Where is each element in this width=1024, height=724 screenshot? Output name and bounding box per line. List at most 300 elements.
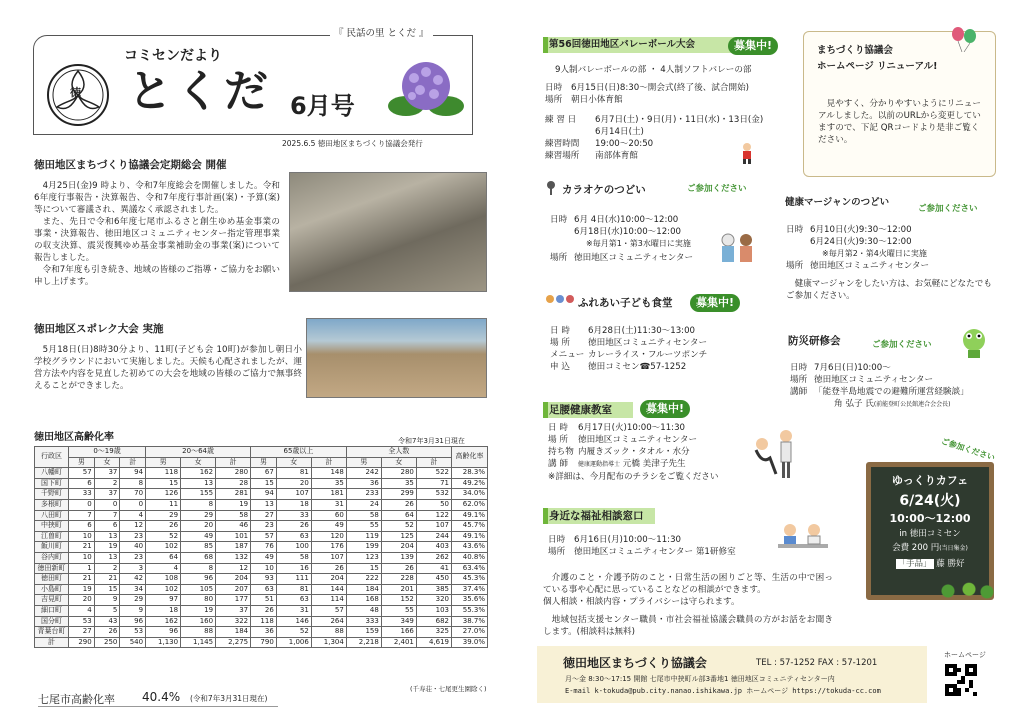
city-rate-value: 40.4% bbox=[142, 690, 181, 704]
table-cell: 49.1% bbox=[452, 510, 488, 521]
fukushi-place: 徳田地区コミュニティセンター 第1研修室 bbox=[574, 547, 736, 557]
table-row bbox=[35, 499, 488, 510]
table-cell: 349 bbox=[381, 616, 416, 627]
aging-source: (千寿荘・七尾更生園除く) bbox=[410, 685, 487, 693]
table-cell: 64 bbox=[381, 510, 416, 521]
table-row bbox=[35, 627, 488, 638]
table-cell: 20 bbox=[276, 478, 311, 489]
table-cell: 532 bbox=[416, 489, 451, 500]
ashiyu-teacher-label: 講 師 bbox=[548, 459, 568, 469]
table-cell: 103 bbox=[416, 605, 451, 616]
mahjong-date2: 6月24日(火)9:30～12:00 bbox=[810, 237, 912, 247]
table-cell: 299 bbox=[381, 489, 416, 500]
issue-label: 6月号 bbox=[290, 92, 355, 120]
fukushi-date: 6月16日(月)10:00～11:30 bbox=[574, 535, 682, 545]
fukushi-date-label: 日時 bbox=[548, 535, 566, 545]
bousai-topic: 「能登半島地震での避難所運営経験談」 bbox=[814, 387, 969, 397]
table-cell: 21 bbox=[69, 542, 95, 553]
sub-male: 男 bbox=[146, 457, 181, 468]
table-cell: 385 bbox=[416, 584, 451, 595]
table-cell: 19 bbox=[181, 605, 216, 616]
table-cell: 27.0% bbox=[452, 627, 488, 638]
kodomo-place: 徳田地区コミュニティセンター bbox=[588, 338, 708, 348]
kodomo-title: ふれあい子ども食堂 bbox=[578, 297, 673, 309]
table-cell: 49 bbox=[311, 521, 346, 532]
mahjong-date1: 6月10日(火)9:30～12:00 bbox=[810, 225, 912, 235]
table-cell: 96 bbox=[120, 616, 146, 627]
fukushi-info bbox=[548, 534, 798, 558]
table-cell: 29 bbox=[120, 595, 146, 606]
table-cell: 70 bbox=[120, 489, 146, 500]
table-cell: 320 bbox=[416, 595, 451, 606]
town-name-cell: 飯川町 bbox=[35, 542, 69, 553]
mahjong-date-label: 日時 bbox=[786, 225, 804, 235]
hp-title1: まちづくり協議会 bbox=[817, 45, 893, 56]
table-cell: 102 bbox=[146, 584, 181, 595]
bousai-date-label: 日時 bbox=[790, 363, 808, 373]
sub-female: 女 bbox=[381, 457, 416, 468]
table-cell: 1,145 bbox=[181, 637, 216, 648]
table-cell: 16 bbox=[276, 563, 311, 574]
table-cell: 184 bbox=[216, 627, 251, 638]
footer-hp-label: ホームページ bbox=[944, 651, 986, 659]
town-name-cell: 徳田町 bbox=[35, 574, 69, 585]
city-rate-underline bbox=[38, 706, 278, 707]
table-cell: 33 bbox=[69, 489, 95, 500]
table-cell: 51 bbox=[251, 595, 277, 606]
table-cell: 105 bbox=[181, 584, 216, 595]
table-cell: 35 bbox=[381, 478, 416, 489]
footer-org: 徳田地区まちづくり協議会 bbox=[563, 656, 707, 670]
table-cell: 45.7% bbox=[452, 521, 488, 532]
table-cell: 264 bbox=[311, 616, 346, 627]
consultation-illustration bbox=[778, 520, 828, 558]
town-name-cell: 計 bbox=[35, 637, 69, 648]
cafe-time: 10:00～12:00 bbox=[889, 512, 971, 525]
ashiyu-teacher: 元橋 美津子先生 bbox=[622, 459, 686, 469]
sub-male: 男 bbox=[69, 457, 95, 468]
cafe-tag-person: 藤 勝好 bbox=[936, 559, 965, 569]
table-cell: 155 bbox=[181, 489, 216, 500]
table-cell: 126 bbox=[146, 489, 181, 500]
table-cell: 62.0% bbox=[452, 499, 488, 510]
table-cell: 94 bbox=[120, 468, 146, 479]
table-cell: 8 bbox=[120, 478, 146, 489]
table-cell: 187 bbox=[216, 542, 251, 553]
table-cell: 144 bbox=[311, 584, 346, 595]
table-cell: 118 bbox=[251, 616, 277, 627]
table-cell: 80 bbox=[181, 595, 216, 606]
table-cell: 199 bbox=[346, 542, 381, 553]
table-cell: 42 bbox=[120, 574, 146, 585]
table-cell: 176 bbox=[311, 542, 346, 553]
table-cell: 58 bbox=[346, 510, 381, 521]
table-cell: 322 bbox=[216, 616, 251, 627]
table-cell: 162 bbox=[146, 616, 181, 627]
table-cell: 26 bbox=[251, 605, 277, 616]
table-cell: 166 bbox=[381, 627, 416, 638]
ashiyu-place: 徳田地区コミュニティセンター bbox=[578, 435, 698, 445]
bousai-teacher-org: (前能登町公民館連合会会長) bbox=[873, 401, 951, 408]
table-cell: 325 bbox=[416, 627, 451, 638]
table-cell: 67 bbox=[251, 468, 277, 479]
table-cell: 139 bbox=[381, 552, 416, 563]
table-row bbox=[35, 478, 488, 489]
town-name-cell: 小島町 bbox=[35, 584, 69, 595]
table-cell: 29 bbox=[146, 510, 181, 521]
table-cell: 76 bbox=[251, 542, 277, 553]
group-0-19: 0～19歳 bbox=[69, 447, 146, 458]
table-cell: 184 bbox=[346, 584, 381, 595]
table-cell: 27 bbox=[251, 510, 277, 521]
footer-email: E-mail k-tokuda@pub.city.nanao.ishikawa.jp ホームページ https://tokuda-cc.com bbox=[565, 687, 881, 695]
balloons-illustration bbox=[950, 26, 978, 52]
volley-practice-label: 練 習 日 bbox=[545, 115, 577, 125]
table-cell: 122 bbox=[416, 510, 451, 521]
fukushi-title: 身近な福祉相談窓口 bbox=[549, 510, 644, 522]
bousai-info bbox=[790, 362, 1002, 411]
date-publisher: 2025.6.5 徳田地区まちづくり協議会発行 bbox=[282, 139, 423, 148]
meeting-photo bbox=[289, 172, 487, 292]
table-cell: 123 bbox=[346, 552, 381, 563]
kodomo-menu: カレーライス・フルーツポンチ bbox=[588, 350, 708, 360]
table-cell: 55 bbox=[346, 521, 381, 532]
table-cell: 100 bbox=[276, 542, 311, 553]
table-cell: 242 bbox=[346, 468, 381, 479]
karaoke-badge: ご参加ください bbox=[687, 184, 747, 194]
table-cell: 244 bbox=[416, 531, 451, 542]
volley-ptime: 19:00～20:50 bbox=[595, 139, 654, 149]
exercise-illustration bbox=[748, 428, 798, 484]
table-cell: 21 bbox=[69, 574, 95, 585]
table-cell: 10 bbox=[251, 563, 277, 574]
city-rate-asof: (令和7年3月31日現在) bbox=[190, 694, 268, 703]
cafe-fee-note: (当日集金) bbox=[939, 545, 968, 552]
table-cell: 233 bbox=[346, 489, 381, 500]
table-row bbox=[35, 531, 488, 542]
microphone-icon bbox=[545, 180, 557, 196]
sub-female: 女 bbox=[276, 457, 311, 468]
table-cell: 60 bbox=[311, 510, 346, 521]
table-cell: 43.6% bbox=[452, 542, 488, 553]
cafe-date: 6/24(火) bbox=[899, 493, 961, 509]
table-cell: 2,401 bbox=[381, 637, 416, 648]
col-rate: 高齢化率 bbox=[452, 447, 488, 468]
town-name-cell: 国下町 bbox=[35, 478, 69, 489]
table-cell: 4 bbox=[146, 563, 181, 574]
table-cell: 2 bbox=[94, 563, 120, 574]
table-cell: 49.2% bbox=[452, 478, 488, 489]
table-row bbox=[35, 552, 488, 563]
table-cell: 18 bbox=[276, 499, 311, 510]
table-row bbox=[35, 595, 488, 606]
singers-illustration bbox=[716, 232, 758, 266]
newsletter-subtitle: コミセンだより bbox=[124, 48, 222, 64]
town-name-cell: 千野町 bbox=[35, 489, 69, 500]
table-cell: 50 bbox=[416, 499, 451, 510]
table-cell: 13 bbox=[94, 552, 120, 563]
table-cell: 15 bbox=[251, 478, 277, 489]
volley-practice2: 6月14日(土) bbox=[595, 127, 644, 137]
bousai-teacher-label: 講師 bbox=[790, 387, 808, 397]
table-cell: 41 bbox=[416, 563, 451, 574]
sub-female: 女 bbox=[94, 457, 120, 468]
cafe-fee: 会費 200 円 bbox=[892, 543, 940, 553]
table-cell: 120 bbox=[311, 531, 346, 542]
table-cell: 333 bbox=[346, 616, 381, 627]
bousai-badge: ご参加ください bbox=[872, 340, 932, 350]
table-cell: 2,218 bbox=[346, 637, 381, 648]
table-cell: 15 bbox=[94, 584, 120, 595]
table-cell: 20 bbox=[69, 595, 95, 606]
table-cell: 96 bbox=[146, 627, 181, 638]
volley-pplace: 南部体育館 bbox=[595, 151, 638, 161]
table-cell: 36 bbox=[346, 478, 381, 489]
table-row bbox=[35, 616, 488, 627]
table-cell: 88 bbox=[181, 627, 216, 638]
table-cell: 222 bbox=[346, 574, 381, 585]
table-cell: 31 bbox=[276, 605, 311, 616]
table-row bbox=[35, 542, 488, 553]
kodomo-badge: 募集中! bbox=[690, 294, 740, 312]
table-cell: 6 bbox=[69, 478, 95, 489]
town-name-cell: 江曽町 bbox=[35, 531, 69, 542]
table-cell: 132 bbox=[216, 552, 251, 563]
table-cell: 2 bbox=[94, 478, 120, 489]
table-cell: 24 bbox=[346, 499, 381, 510]
table-row bbox=[35, 521, 488, 532]
kodomo-menu-label: メニュー bbox=[550, 350, 585, 360]
table-cell: 88 bbox=[311, 627, 346, 638]
table-cell: 68 bbox=[181, 552, 216, 563]
table-cell: 26 bbox=[146, 521, 181, 532]
table-cell: 13 bbox=[251, 499, 277, 510]
article1-title: 徳田地区まちづくり協議会定期総会 開催 bbox=[34, 159, 227, 171]
table-cell: 52 bbox=[146, 531, 181, 542]
table-cell: 8 bbox=[181, 563, 216, 574]
table-cell: 114 bbox=[311, 595, 346, 606]
table-cell: 159 bbox=[346, 627, 381, 638]
table-cell: 11 bbox=[146, 499, 181, 510]
table-cell: 37 bbox=[94, 489, 120, 500]
karaoke-title: カラオケのつどい bbox=[562, 184, 646, 196]
table-cell: 9 bbox=[94, 595, 120, 606]
table-cell: 63 bbox=[251, 584, 277, 595]
table-cell: 81 bbox=[276, 584, 311, 595]
ashiyu-items: 内履きズック・タオル・水分 bbox=[578, 447, 690, 457]
table-cell: 64 bbox=[146, 552, 181, 563]
sub-female: 女 bbox=[181, 457, 216, 468]
sports-photo bbox=[306, 318, 487, 398]
table-cell: 8 bbox=[181, 499, 216, 510]
newsletter-title: とくだ bbox=[128, 66, 272, 117]
article1-text bbox=[34, 180, 280, 288]
mahjong-title: 健康マージャンのつどい bbox=[785, 197, 890, 208]
table-cell: 262 bbox=[416, 552, 451, 563]
table-cell: 3 bbox=[120, 563, 146, 574]
table-cell: 23 bbox=[120, 531, 146, 542]
karaoke-place-label: 場所 bbox=[550, 253, 568, 263]
kodomo-apply: 徳田コミセン☎57-1252 bbox=[588, 362, 687, 372]
ashiyu-info bbox=[548, 422, 748, 483]
table-cell: 1,304 bbox=[311, 637, 346, 648]
fukushi-place-label: 場所 bbox=[548, 547, 566, 557]
table-row bbox=[35, 468, 488, 479]
table-cell: 94 bbox=[251, 489, 277, 500]
table-cell: 27 bbox=[69, 627, 95, 638]
table-cell: 85 bbox=[181, 542, 216, 553]
table-cell: 33 bbox=[276, 510, 311, 521]
fukushi-body bbox=[543, 572, 833, 638]
table-cell: 101 bbox=[216, 531, 251, 542]
table-cell: 1,130 bbox=[146, 637, 181, 648]
town-name-cell: 多根町 bbox=[35, 499, 69, 510]
bousai-place: 徳田地区コミュニティセンター bbox=[814, 375, 934, 385]
table-cell: 93 bbox=[251, 574, 277, 585]
table-cell: 5 bbox=[94, 605, 120, 616]
table-cell: 49 bbox=[251, 552, 277, 563]
town-name-cell: 八幡町 bbox=[35, 468, 69, 479]
table-row bbox=[35, 563, 488, 574]
table-cell: 55.3% bbox=[452, 605, 488, 616]
table-cell: 63.4% bbox=[452, 563, 488, 574]
table-cell: 96 bbox=[181, 574, 216, 585]
table-cell: 57 bbox=[69, 468, 95, 479]
town-name-cell: 青葉台町 bbox=[35, 627, 69, 638]
table-cell: 26 bbox=[276, 521, 311, 532]
table-cell: 7 bbox=[94, 510, 120, 521]
group-20-64: 20～64歳 bbox=[146, 447, 251, 458]
table-cell: 19 bbox=[69, 584, 95, 595]
karaoke-date1: 6月 4日(水)10:00～12:00 bbox=[574, 215, 679, 225]
table-cell: 53 bbox=[69, 616, 95, 627]
table-cell: 228 bbox=[381, 574, 416, 585]
sub-male: 男 bbox=[346, 457, 381, 468]
town-name-cell: 谷内町 bbox=[35, 552, 69, 563]
table-cell: 48 bbox=[346, 605, 381, 616]
article2-p1: 5月18日(日)8時30分より、11町(子ども会 10町)が参加し朝日小学校グラウンドにおいて実施しました。天候も心配されましたが、運営方法や内容を見直した初めての大会を地域の皆様のご協力で無事終えることができました。 bbox=[34, 345, 302, 391]
col-town: 行政区 bbox=[35, 447, 69, 468]
kodomo-place-label: 場 所 bbox=[550, 338, 570, 348]
table-cell: 201 bbox=[381, 584, 416, 595]
table-row bbox=[35, 584, 488, 595]
table-cell: 21 bbox=[94, 574, 120, 585]
table-cell: 1 bbox=[69, 563, 95, 574]
table-cell: 63 bbox=[276, 595, 311, 606]
table-cell: 204 bbox=[381, 542, 416, 553]
mahjong-badge: ご参加ください bbox=[918, 204, 978, 214]
article2-text bbox=[34, 344, 302, 392]
table-cell: 108 bbox=[146, 574, 181, 585]
table-cell: 146 bbox=[276, 616, 311, 627]
hp-title2: ホームページ リニューアル! bbox=[817, 61, 938, 72]
table-row bbox=[35, 510, 488, 521]
aging-table-body bbox=[35, 468, 488, 648]
crest-label: 徳 bbox=[70, 86, 81, 99]
table-cell: 790 bbox=[251, 637, 277, 648]
mahjong-note: ※毎月第2・第4火曜日に実施 bbox=[822, 249, 927, 258]
table-cell: 181 bbox=[311, 489, 346, 500]
footer-tel: TEL : 57-1252 FAX : 57-1201 bbox=[756, 658, 878, 668]
table-cell: 119 bbox=[346, 531, 381, 542]
town-name-cell: 八田町 bbox=[35, 510, 69, 521]
table-cell: 204 bbox=[311, 574, 346, 585]
sub-total: 計 bbox=[216, 457, 251, 468]
town-name-cell: 吉見町 bbox=[35, 595, 69, 606]
group-65plus: 65歳以上 bbox=[251, 447, 347, 458]
table-cell: 290 bbox=[69, 637, 95, 648]
mahjong-place-label: 場所 bbox=[786, 261, 804, 271]
hydrangea-illustration bbox=[386, 56, 466, 120]
table-cell: 49 bbox=[181, 531, 216, 542]
kodomo-date-label: 日 時 bbox=[550, 326, 570, 336]
table-cell: 52 bbox=[381, 521, 416, 532]
table-cell: 107 bbox=[276, 489, 311, 500]
table-cell: 162 bbox=[181, 468, 216, 479]
city-rate-label: 七尾市高齢化率 bbox=[38, 693, 115, 706]
table-cell: 450 bbox=[416, 574, 451, 585]
volley-line1: 9人制バレーボールの部 ・ 4人制ソフトバレーの部 bbox=[555, 65, 752, 75]
table-cell: 12 bbox=[216, 563, 251, 574]
table-cell: 168 bbox=[346, 595, 381, 606]
fukushi-p1: 介護のこと・介護予防のこと・日常生活の困りごと等、生活の中で困っている事や心配に思っていることなどの相談ができます。 bbox=[543, 573, 833, 595]
aging-title: 徳田地区高齢化率 bbox=[34, 432, 114, 443]
table-cell: 36 bbox=[251, 627, 277, 638]
volleyball-player-illustration bbox=[736, 142, 758, 164]
volley-place-label: 場所 bbox=[545, 95, 563, 105]
article2-title: 徳田地区スポレク大会 実施 bbox=[34, 323, 164, 335]
table-cell: 49.1% bbox=[452, 531, 488, 542]
table-cell: 403 bbox=[416, 542, 451, 553]
qr-code[interactable] bbox=[945, 664, 977, 696]
article1-p1: 4月25日(金)9 時より、令和7年度総会を開催しました。令和6年度行事報告・決算報告、令和7年度行事計画(案)・予算(案)等について審議され、異議なく承認されました。 bbox=[34, 181, 280, 215]
table-row bbox=[35, 489, 488, 500]
volley-badge: 募集中! bbox=[728, 37, 778, 55]
mahjong-body: 健康マージャンをしたい方は、お気軽にどなたでもご参加ください。 bbox=[786, 279, 992, 301]
ashiyu-items-label: 持ち物 bbox=[548, 447, 574, 457]
table-cell: 118 bbox=[146, 468, 181, 479]
kodomo-date: 6月28日(土)11:30～13:00 bbox=[588, 326, 696, 336]
cafe-place: in 徳田コミセン bbox=[899, 529, 961, 539]
table-cell: 46 bbox=[216, 521, 251, 532]
table-cell: 37.4% bbox=[452, 584, 488, 595]
ashiyu-place-label: 場 所 bbox=[548, 435, 568, 445]
table-cell: 34 bbox=[120, 584, 146, 595]
table-cell: 107 bbox=[416, 521, 451, 532]
table-total-row bbox=[35, 637, 488, 648]
sub-total: 計 bbox=[120, 457, 146, 468]
table-cell: 19 bbox=[94, 542, 120, 553]
table-cell: 207 bbox=[216, 584, 251, 595]
table-cell: 39.0% bbox=[452, 637, 488, 648]
table-cell: 37 bbox=[94, 468, 120, 479]
karaoke-info bbox=[550, 214, 740, 264]
town-name-cell: 中挟町 bbox=[35, 521, 69, 532]
kodomo-info bbox=[550, 325, 750, 373]
table-cell: 280 bbox=[381, 468, 416, 479]
table-cell: 6 bbox=[69, 521, 95, 532]
aging-asof: 令和7年3月31日現在 bbox=[398, 437, 465, 445]
volley-practice: 6月7日(土)・9日(月)・11日(水)・13日(金) bbox=[595, 115, 764, 125]
table-cell: 35.6% bbox=[452, 595, 488, 606]
article1-p2: また、先日で令和6年度七尾市ふるさと創生ゆめ基金事業の事業・決算報告、徳田地区コミュニティセンター指定管理事業の収支決算、震災復興ゆめ基金事業補助金の事業(案)について報告しました。 bbox=[34, 217, 280, 263]
table-cell: 12 bbox=[120, 521, 146, 532]
table-cell: 152 bbox=[381, 595, 416, 606]
mahjong-info bbox=[786, 224, 996, 302]
bousai-teacher: 角 弘子 氏 bbox=[834, 399, 874, 409]
table-cell: 18 bbox=[146, 605, 181, 616]
table-cell: 26 bbox=[381, 563, 416, 574]
